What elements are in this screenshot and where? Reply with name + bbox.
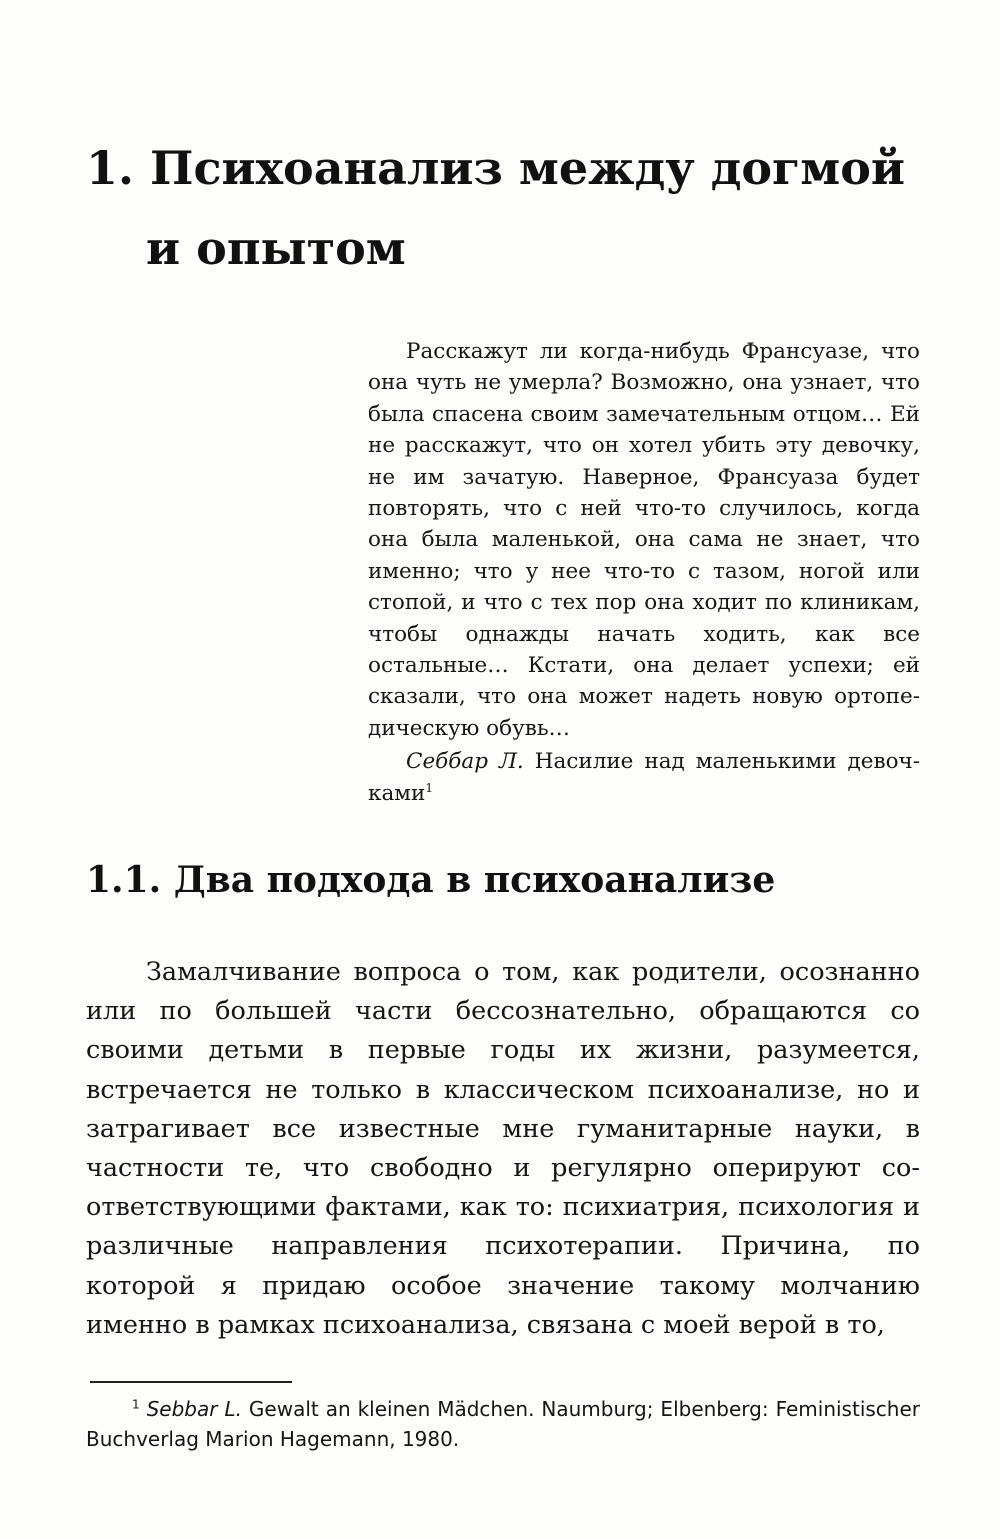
- footnote-item: [86, 1394, 920, 1454]
- chapter-title: [86, 128, 966, 288]
- epigraph-text: Расскажут ли когда-нибудь Франсуазе, что она чуть не умерла? Возможно, она узнает, что была спасена своим замечательным отцом… Ей не расскажут, что он хотел убить эту девочку, не им зачатую. Наверное, Франсуаза будет повторять, что с ней что-то случилось, когда она была маленькой, она сама не знает, что именно; что у нее что-то с тазом, ногой или стопой, и что с тех пор она ходит по клиникам, чтобы однажды начать ходить, как все остальные… Кстати, она делает успехи; ей сказали, что она может надеть новую ортопедическую обувь…: [368, 339, 920, 741]
- footnote-divider: [90, 1381, 292, 1383]
- footnotes: [86, 1394, 920, 1454]
- epigraph: [368, 336, 920, 809]
- footnote-text: Gewalt an kleinen Mädchen. Naumburg; Elbenberg: Feministischer Buchverlag Marion Hagemann, 1980.: [86, 1397, 920, 1451]
- section-title: 1.1. Два подхода в психоанализе: [86, 859, 776, 901]
- body-paragraph: Замалчивание вопроса о том, как родители, осознанно или по большей части бессознательно, обращаются со своими детьми в первые годы их жизни, разумеется, встречается не только в классическом психоанализе, но и затрагивает все известные мне гуманитарные науки, в частности те, что свободно и регулярно оперируют соответствующими фактами, как то: психиатрия, психология и различные направления психотерапии. Причина, по которой я придаю особое значение такому молчанию именно в рамках психоанализа, связана с моей верой в то,: [86, 957, 920, 1340]
- chapter-title-line1: 1. Психоанализ между догмой: [86, 141, 905, 195]
- footnote-author: Sebbar L.: [146, 1397, 242, 1421]
- epigraph-source-title: Насилие над маленькими девочками: [368, 749, 920, 806]
- chapter-title-line2: и опытом: [146, 221, 406, 275]
- body-text: [86, 953, 920, 1345]
- epigraph-source: [368, 746, 920, 809]
- footnote-number: 1: [132, 1397, 140, 1412]
- epigraph-source-author: Себбар Л.: [406, 749, 524, 775]
- footnote-reference: 1: [425, 780, 433, 795]
